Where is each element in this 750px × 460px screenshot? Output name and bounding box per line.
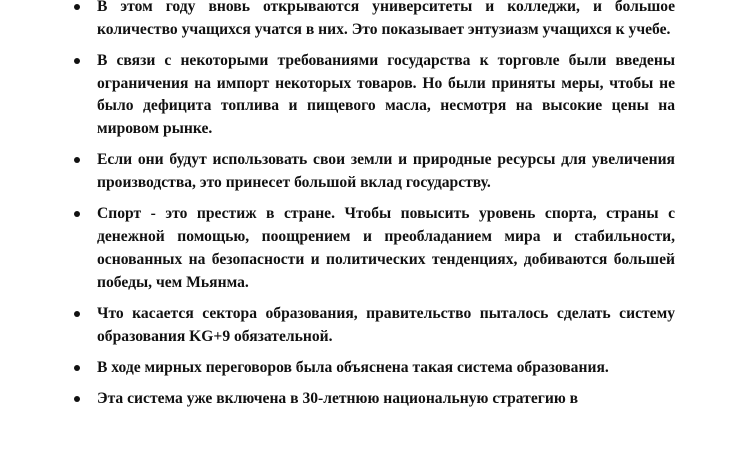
paragraph-text: Эта система уже включена в 30-летнюю национальную стратегию в (97, 390, 579, 408)
list-item (0, 388, 750, 411)
paragraph-text: В этом году вновь открываются университеты и колледжи, и большое количество учащихся учатся в них. Это показывает энтузиазм учащихся к учебе. (97, 0, 675, 38)
bullet-dot-icon (74, 396, 80, 402)
list-item (0, 149, 750, 194)
paragraph-text: В связи с некоторыми требованиями государства к торговле были введены ограничения на импорт некоторых товаров. Но были приняты меры, чтобы не было дефицита топлива и пищевого масла, несмотря на высокие цены на мировом рынке. (97, 52, 675, 138)
bullet-dot-icon (74, 157, 80, 163)
list-item (0, 0, 750, 41)
paragraph-text: В ходе мирных переговоров была объяснена такая система образования. (97, 358, 609, 376)
bullet-dot-icon (74, 365, 80, 371)
bullet-dot-icon (74, 211, 80, 217)
bullet-dot-icon (74, 311, 80, 317)
bullet-dot-icon (74, 58, 80, 64)
paragraph-text: Что касается сектора образования, правительство пыталось сделать систему образования KG+9 обязательной. (97, 304, 675, 345)
paragraph-text: Спорт - это престиж в стране. Чтобы повысить уровень спорта, страны с денежной помощью, поощрением и преобладанием мира и стабильности, основанных на безопасности и политических тенденциях, добиваются большей победы, чем Мьянма. (97, 205, 675, 291)
paragraph-text: Если они будут использовать свои земли и природные ресурсы для увеличения производства, это принесет большой вклад государству. (97, 151, 675, 192)
list-item (0, 303, 750, 348)
list-item (0, 357, 750, 380)
bullet-dot-icon (74, 4, 80, 10)
list-item (0, 203, 750, 294)
list-item (0, 50, 750, 141)
